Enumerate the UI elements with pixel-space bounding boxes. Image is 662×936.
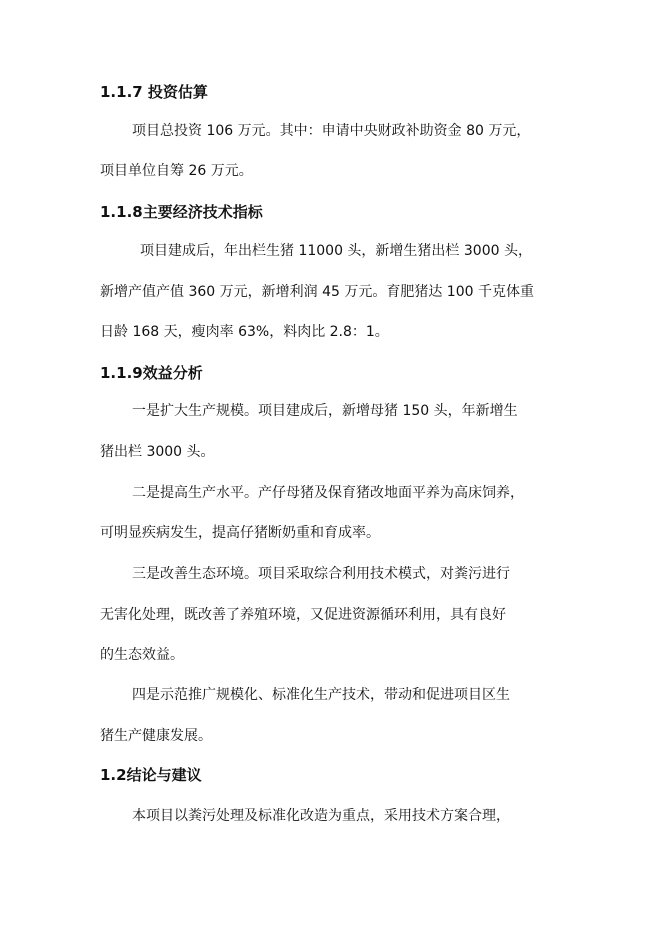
section-heading-conclusion: 1.2结论与建议	[100, 766, 202, 784]
text-line: 猪出栏 3000 头。	[100, 444, 215, 460]
text-line: 项目建成后，年出栏生猪 11000 头，新增生猪出栏 3000 头，	[140, 243, 532, 259]
section-heading-indicators: 1.1.8主要经济技术指标	[100, 203, 263, 221]
text-line: 可明显疾病发生，提高仔猪断奶重和育成率。	[100, 525, 380, 541]
text-line: 日龄 168 天，瘦肉率 63%，料肉比 2.8：1。	[100, 324, 389, 340]
text-line: 无害化处理，既改善了养殖环境，又促进资源循环利用，具有良好	[100, 607, 506, 623]
text-line: 的生态效益。	[100, 647, 184, 663]
text-line: 四是示范推广规模化、标准化生产技术，带动和促进项目区生	[132, 687, 510, 703]
text-line: 三是改善生态环境。项目采取综合利用技术模式，对粪污进行	[132, 566, 510, 582]
text-line: 一是扩大生产规模。项目建成后，新增母猪 150 头，年新增生	[132, 403, 518, 419]
text-line: 猪生产健康发展。	[100, 728, 212, 744]
text-line: 项目总投资 106 万元。其中：申请中央财政补助资金 80 万元，	[132, 123, 531, 139]
text-line: 二是提高生产水平。产仔母猪及保育猪改地面平养为高床饲养，	[132, 485, 524, 501]
section-heading-investment: 1.1.7 投资估算	[100, 83, 208, 101]
text-line: 新增产值产值 360 万元，新增利润 45 万元。育肥猪达 100 千克体重	[100, 284, 534, 300]
section-heading-benefits: 1.1.9效益分析	[100, 364, 203, 382]
text-line: 本项目以粪污处理及标准化改造为重点，采用技术方案合理，	[132, 808, 510, 824]
text-line: 项目单位自筹 26 万元。	[100, 163, 253, 179]
